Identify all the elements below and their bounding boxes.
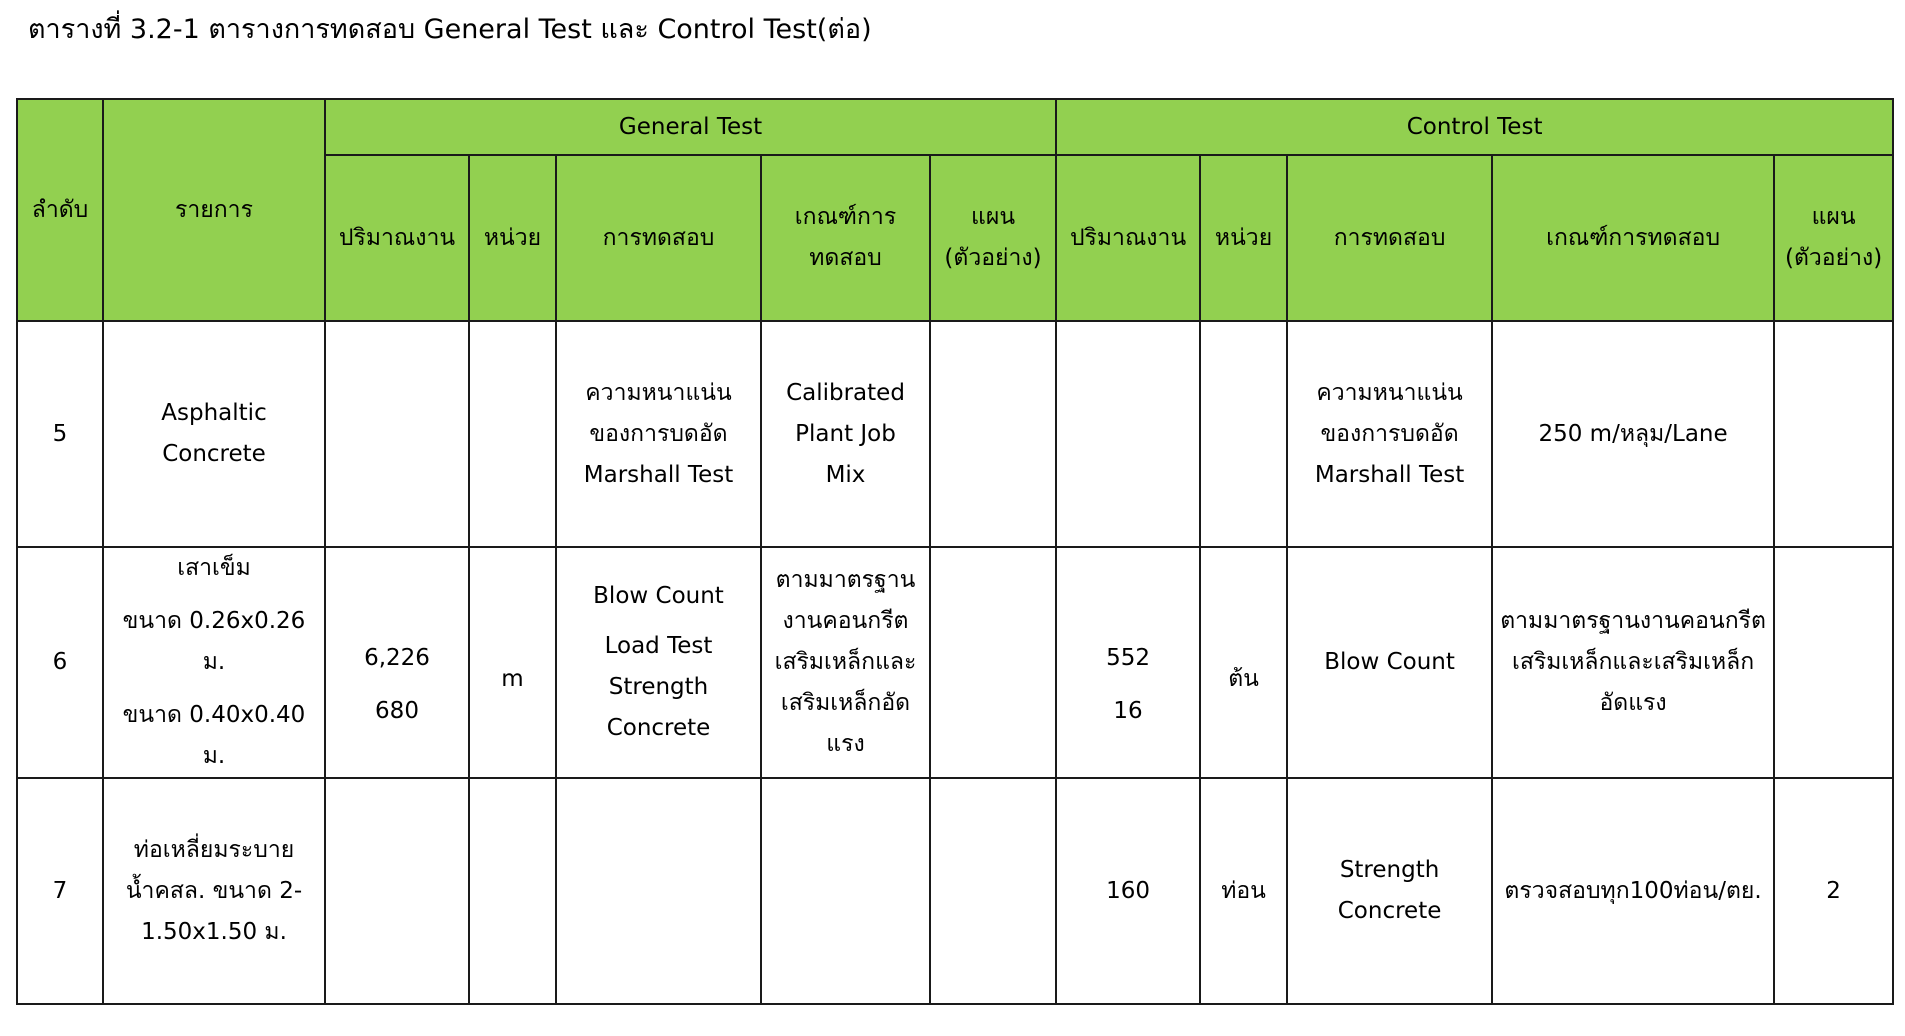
cell-control-quantity (1056, 547, 1200, 778)
cell-general-criteria (761, 321, 930, 547)
cell-order: 7 (17, 778, 103, 1004)
header-control-plan (1774, 155, 1893, 321)
cell-item (103, 321, 325, 547)
cell-general-criteria (761, 778, 930, 1004)
cell-general-quantity (325, 321, 469, 547)
header-general-unit: หน่วย (469, 155, 556, 321)
header-item: รายการ (103, 99, 325, 321)
header-general-plan (930, 155, 1056, 321)
header-general-criteria-line: ทดสอบ (809, 245, 882, 271)
cell-line: Calibrated (786, 379, 905, 406)
table-row (17, 321, 1893, 547)
table-row (17, 778, 1893, 1004)
header-control-plan-line: แผน (1811, 204, 1856, 230)
header-general-criteria-line: เกณฑ์การ (794, 204, 897, 230)
table-row (17, 547, 1893, 778)
cell-line: เสาเข็ม (177, 555, 251, 581)
cell-control-unit: ต้น (1200, 547, 1287, 778)
cell-order: 6 (17, 547, 103, 778)
cell-line: Marshall Test (583, 461, 734, 488)
cell-general-plan (930, 321, 1056, 547)
header-control-plan-line: (ตัวอย่าง) (1784, 245, 1883, 271)
cell-line: Strength (1339, 857, 1440, 883)
cell-control-quantity (1056, 778, 1200, 1004)
header-general-plan-line: แผน (971, 204, 1016, 230)
cell-line: ความหนาแน่น (1316, 379, 1463, 406)
cell-control-plan (1774, 321, 1893, 547)
cell-general-quantity (325, 778, 469, 1004)
cell-control-criteria (1492, 547, 1774, 778)
cell-control-quantity (1056, 321, 1200, 547)
cell-line: 160 (1106, 877, 1151, 904)
cell-item (103, 547, 325, 778)
cell-line: เสริมเหล็กอัด (780, 690, 911, 716)
cell-line: ท่อเหลี่ยมระบาย (133, 836, 295, 863)
cell-control-criteria (1492, 321, 1774, 547)
cell-control-unit (1200, 321, 1287, 547)
header-control-unit: หน่วย (1200, 155, 1287, 321)
cell-line: Concrete (162, 441, 266, 467)
header-general-quantity: ปริมาณงาน (325, 155, 469, 321)
cell-line: Blow Count (1324, 649, 1455, 675)
cell-line: Marshall Test (1314, 461, 1465, 488)
header-control-test: Control Test (1056, 99, 1893, 155)
cell-line: ของการบดอัด (1320, 420, 1459, 447)
cell-control-plan: 2 (1774, 778, 1893, 1004)
cell-line: Concrete (606, 715, 711, 741)
cell-line: ขนาด 0.40x0.40 ม. (122, 702, 306, 769)
cell-line: ตามมาตรฐานงานคอนกรีต (1500, 608, 1766, 634)
cell-line: Plant Job (795, 420, 896, 447)
header-control-quantity: ปริมาณงาน (1056, 155, 1200, 321)
cell-control-plan (1774, 547, 1893, 778)
cell-general-unit (469, 321, 556, 547)
cell-control-criteria (1492, 778, 1774, 1004)
cell-line: 6,226 (364, 644, 430, 671)
cell-line: Strength (608, 674, 709, 700)
cell-control-test (1287, 778, 1492, 1004)
cell-line: 1.50x1.50 ม. (141, 918, 287, 945)
cell-line: น้ำคสล. ขนาด 2- (125, 877, 303, 904)
cell-line: ความหนาแน่น (585, 379, 732, 406)
cell-line: 680 (375, 697, 419, 724)
cell-order: 5 (17, 321, 103, 547)
cell-line: Concrete (1337, 898, 1442, 924)
header-general-test: General Test (325, 99, 1056, 155)
cell-control-test (1287, 321, 1492, 547)
cell-line: แรง (826, 731, 865, 757)
cell-general-plan (930, 547, 1056, 778)
header-general-test-method: การทดสอบ (556, 155, 761, 321)
header-order: ลำดับ (17, 99, 103, 321)
cell-control-unit: ท่อน (1200, 778, 1287, 1004)
header-control-criteria: เกณฑ์การทดสอบ (1492, 155, 1774, 321)
cell-line: งานคอนกรีต (782, 608, 909, 634)
cell-line: 250 m/หลุม/Lane (1538, 420, 1728, 447)
cell-item (103, 778, 325, 1004)
header-control-test-method: การทดสอบ (1287, 155, 1492, 321)
cell-line: Load Test (604, 633, 713, 659)
cell-control-test (1287, 547, 1492, 778)
test-table (16, 98, 1894, 1005)
cell-line: ของการบดอัด (589, 420, 728, 447)
cell-general-quantity (325, 547, 469, 778)
cell-line: ขนาด 0.26x0.26 ม. (122, 608, 306, 675)
cell-line: 552 (1106, 644, 1151, 671)
cell-general-criteria (761, 547, 930, 778)
cell-general-plan (930, 778, 1056, 1004)
cell-general-test (556, 778, 761, 1004)
header-general-criteria (761, 155, 930, 321)
cell-line: Blow Count (593, 583, 724, 609)
cell-line: ตามมาตรฐาน (775, 567, 916, 593)
cell-line: ตรวจสอบทุก100ท่อน/ตย. (1504, 877, 1762, 904)
header-general-plan-line: (ตัวอย่าง) (944, 245, 1042, 271)
cell-general-test (556, 547, 761, 778)
cell-general-unit (469, 778, 556, 1004)
cell-general-test (556, 321, 761, 547)
cell-general-unit: m (469, 547, 556, 778)
cell-line: Asphaltic (161, 400, 267, 426)
cell-line: 16 (1113, 697, 1143, 724)
cell-line: Mix (825, 461, 866, 488)
table-caption: ตารางที่ 3.2-1 ตารางการทดสอบ General Test และ Control Test(ต่อ) (28, 14, 872, 45)
cell-line: เสริมเหล็กและเสริมเหล็ก (1511, 649, 1755, 675)
cell-line: อัดแรง (1599, 690, 1667, 716)
cell-line: เสริมเหล็กและ (774, 649, 917, 675)
